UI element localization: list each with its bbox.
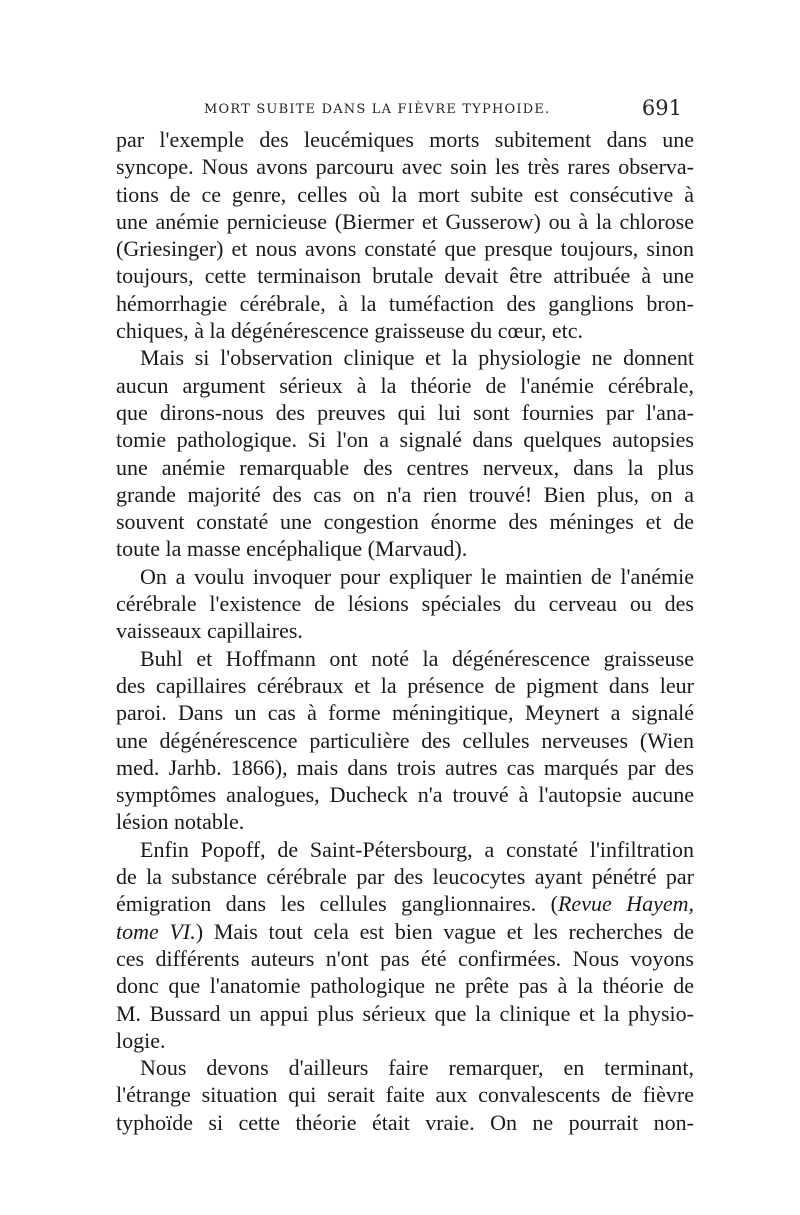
text-line: par l'exemple des leucémiques morts subitement dans une (116, 127, 694, 152)
running-title: MORT SUBITE DANS LA FIÈVRE TYPHOIDE. (204, 102, 551, 117)
text-line: vaisseaux capillaires. (116, 618, 303, 644)
text-line: une anémie remarquable des centres nerveux, dans la plus (116, 454, 694, 480)
text-line (116, 890, 694, 917)
text-line: des capillaires cérébraux et la présence de pigment dans leur (116, 672, 694, 698)
text-line: (Griesinger) et nous avons constaté que presque toujours, sinon (116, 236, 694, 262)
citation-journal: Revue Hayem, (557, 891, 694, 917)
text-line: ces différents auteurs n'ont pas été confirmées. Nous voyons (116, 945, 694, 971)
text-line: Enfin Popoff, de Saint-Pétersbourg, a constaté l'infiltration (140, 836, 694, 862)
text-line: que dirons-nous des preuves qui lui sont fournies par l'ana- (116, 399, 694, 425)
text-line: Nous devons d'ailleurs faire remarquer, en terminant, (140, 1055, 694, 1081)
text-line: de la substance cérébrale par des leucocytes ayant pénétré par (116, 864, 694, 890)
text-line: toujours, cette terminaison brutale devait être attribuée à une (116, 263, 694, 289)
text-line: tions de ce genre, celles où la mort subite est consécutive à (116, 181, 694, 207)
text-line: M. Bussard un appui plus sérieux que la clinique et la physio- (116, 1000, 694, 1026)
text-line: donc que l'anatomie pathologique ne prête pas à la théorie de (116, 973, 694, 999)
text-line: souvent constaté une congestion énorme des méninges et de (116, 509, 694, 535)
text-line: chiques, à la dégénérescence graisseuse du cœur, etc. (116, 318, 584, 344)
text-line: symptômes analogues, Ducheck n'a trouvé à l'autopsie aucune (116, 782, 694, 808)
text-line (116, 918, 694, 945)
text-line: une anémie pernicieuse (Biermer et Gusserow) ou à la chlorose (116, 208, 694, 234)
text-line: med. Jarhb. 1866), mais dans trois autres cas marqués par des (116, 754, 694, 780)
text-segment: ) Mais tout cela est bien vague et les recherches de (195, 918, 694, 944)
text-segment: émigration dans les cellules ganglionnaires. ( (116, 891, 558, 917)
text-line: typhoïde si cette théorie était vraie. On ne pourrait non- (116, 1109, 694, 1135)
text-line: aucun argument sérieux à la théorie de l'anémie cérébrale, (116, 372, 694, 398)
text-line: Buhl et Hoffmann ont noté la dégénérescence graisseuse (140, 645, 694, 671)
body-text (116, 126, 694, 1136)
text-line: syncope. Nous avons parcouru avec soin les très rares observa- (116, 154, 694, 180)
text-line: l'étrange situation qui serait faite aux convalescents de fièvre (116, 1082, 694, 1108)
text-line: On a voulu invoquer pour expliquer le maintien de l'anémie (140, 563, 694, 589)
text-line: logie. (116, 1027, 166, 1053)
text-line: toute la masse encéphalique (Marvaud). (116, 536, 468, 562)
page-number: 691 (641, 96, 682, 120)
page-header (118, 98, 690, 128)
text-line: lésion notable. (116, 809, 245, 835)
text-line: grande majorité des cas on n'a rien trouvé! Bien plus, on a (116, 481, 694, 507)
text-line: une dégénérescence particulière des cellules nerveuses (Wien (116, 727, 694, 753)
text-line: paroi. Dans un cas à forme méningitique, Meynert a signalé (116, 700, 694, 726)
text-line: cérébrale l'existence de lésions spéciales du cerveau ou des (116, 591, 694, 617)
text-line: tomie pathologique. Si l'on a signalé dans quelques autopsies (116, 427, 694, 453)
citation-volume: tome VI. (116, 918, 196, 944)
text-line: hémorrhagie cérébrale, à la tuméfaction des ganglions bron- (116, 290, 694, 316)
text-line: Mais si l'observation clinique et la physiologie ne donnent (140, 345, 694, 371)
